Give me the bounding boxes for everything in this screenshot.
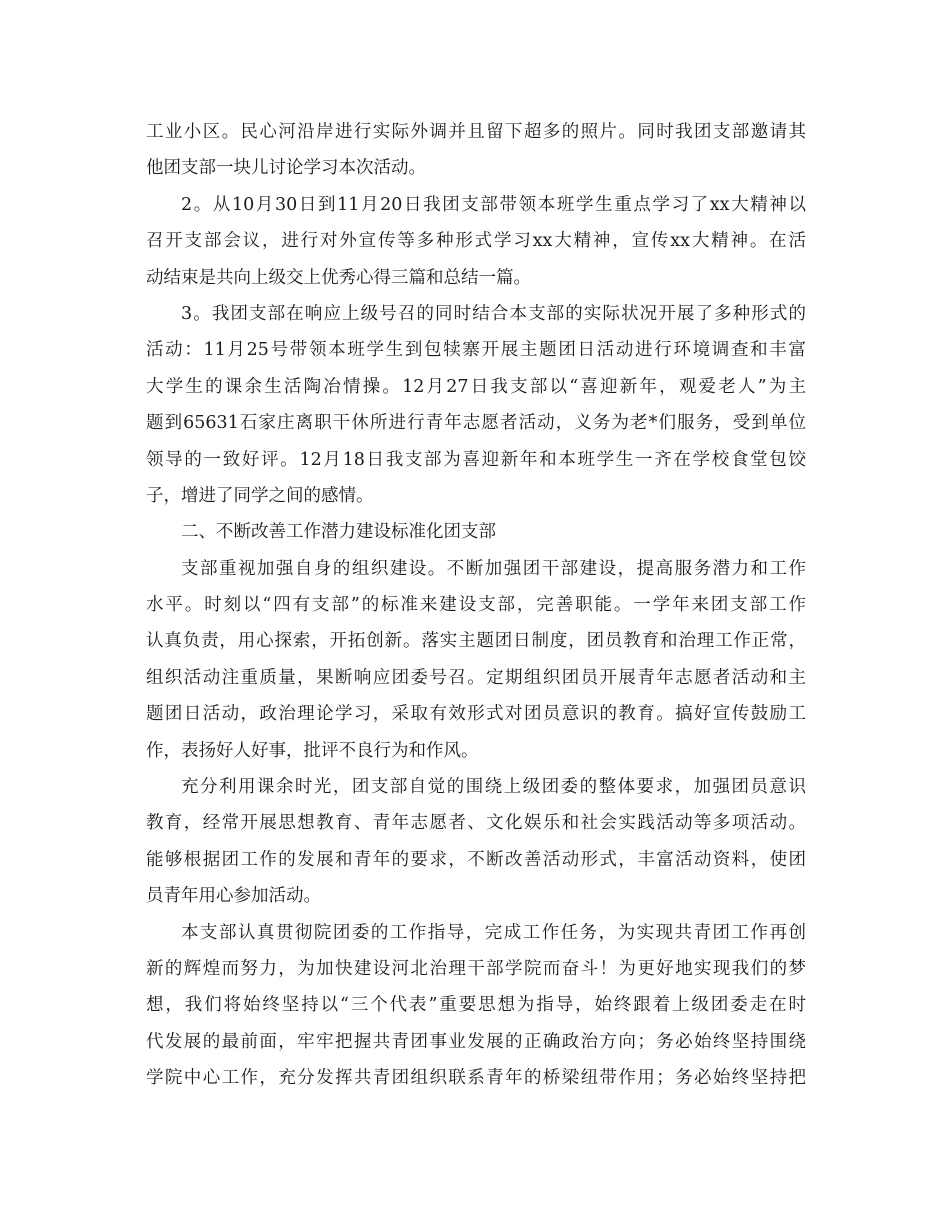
text-line: 本支部认真贯彻院团委的工作指导，完成工作任务，为实现共青团工作再创 <box>181 922 806 943</box>
text-line: 题团日活动，政治理论学习，采取有效形式对团员意识的教育。搞好宣传鼓励工 <box>146 704 806 725</box>
text-line: 子，增进了同学之间的感情。 <box>146 485 374 506</box>
text-line: 代发展的最前面，牢牢把握共青团事业发展的正确政治方向；务必始终坚持围绕 <box>146 1031 806 1052</box>
text-line: 3。我团支部在响应上级号召的同时结合本支部的实际状况开展了多种形式的 <box>181 303 806 324</box>
text-line: 认真负责，用心探索，开拓创新。落实主题团日制度，团员教育和治理工作正常， <box>146 631 806 652</box>
text-line: 动结束是共向上级交上优秀心得三篇和总结一篇。 <box>146 267 531 288</box>
text-line: 想，我们将始终坚持以“三个代表”重要思想为指导，始终跟着上级团委走在时 <box>146 995 806 1016</box>
text-line: 充分利用课余时光，团支部自觉的围绕上级团委的整体要求，加强团员意识 <box>181 777 806 798</box>
text-line: 工业小区。民心河沿岸进行实际外调并且留下超多的照片。同时我团支部邀请其 <box>146 122 806 142</box>
text-line: 活动：11月25号带领本班学生到包犊寨开展主题团日活动进行环境调查和丰富 <box>146 340 806 361</box>
text-line: 大学生的课余生活陶冶情操。12月27日我支部以“喜迎新年，观爱老人”为主 <box>146 376 806 397</box>
text-line: 教育，经常开展思想教育、青年志愿者、文化娱乐和社会实践活动等多项活动。 <box>146 813 806 834</box>
text-line: 题到65631石家庄离职干休所进行青年志愿者活动，义务为老*们服务，受到单位 <box>146 413 806 434</box>
text-line: 员青年用心参加活动。 <box>146 886 321 907</box>
text-line: 领导的一致好评。12月18日我支部为喜迎新年和本班学生一齐在学校食堂包饺 <box>146 449 806 470</box>
section-heading: 二、不断改善工作潜力建设标准化团支部 <box>181 522 496 543</box>
text-line: 水平。时刻以“四有支部”的标准来建设支部，完善职能。一学年来团支部工作 <box>146 595 806 616</box>
body-text <box>146 114 806 1097</box>
text-line: 支部重视加强自身的组织建设。不断加强团干部建设，提高服务潜力和工作 <box>181 558 806 579</box>
text-line: 学院中心工作，充分发挥共青团组织联系青年的桥梁纽带作用；务必始终坚持把 <box>146 1068 806 1089</box>
text-line: 他团支部一块儿讨论学习本次活动。 <box>146 158 426 179</box>
text-line: 新的辉煌而努力，为加快建设河北治理干部学院而奋斗！为更好地实现我们的梦 <box>146 958 806 979</box>
text-line: 组织活动注重质量，果断响应团委号召。定期组织团员开展青年志愿者活动和主 <box>146 667 806 688</box>
text-line: 召开支部会议，进行对外宣传等多种形式学习xx大精神，宣传xx大精神。在活 <box>146 231 806 252</box>
text-line: 2。从10月30日到11月20日我团支部带领本班学生重点学习了xx大精神以 <box>181 194 806 215</box>
text-line: 能够根据团工作的发展和青年的要求，不断改善活动形式，丰富活动资料，使团 <box>146 849 806 870</box>
text-line: 作，表扬好人好事，批评不良行为和作风。 <box>146 740 479 761</box>
